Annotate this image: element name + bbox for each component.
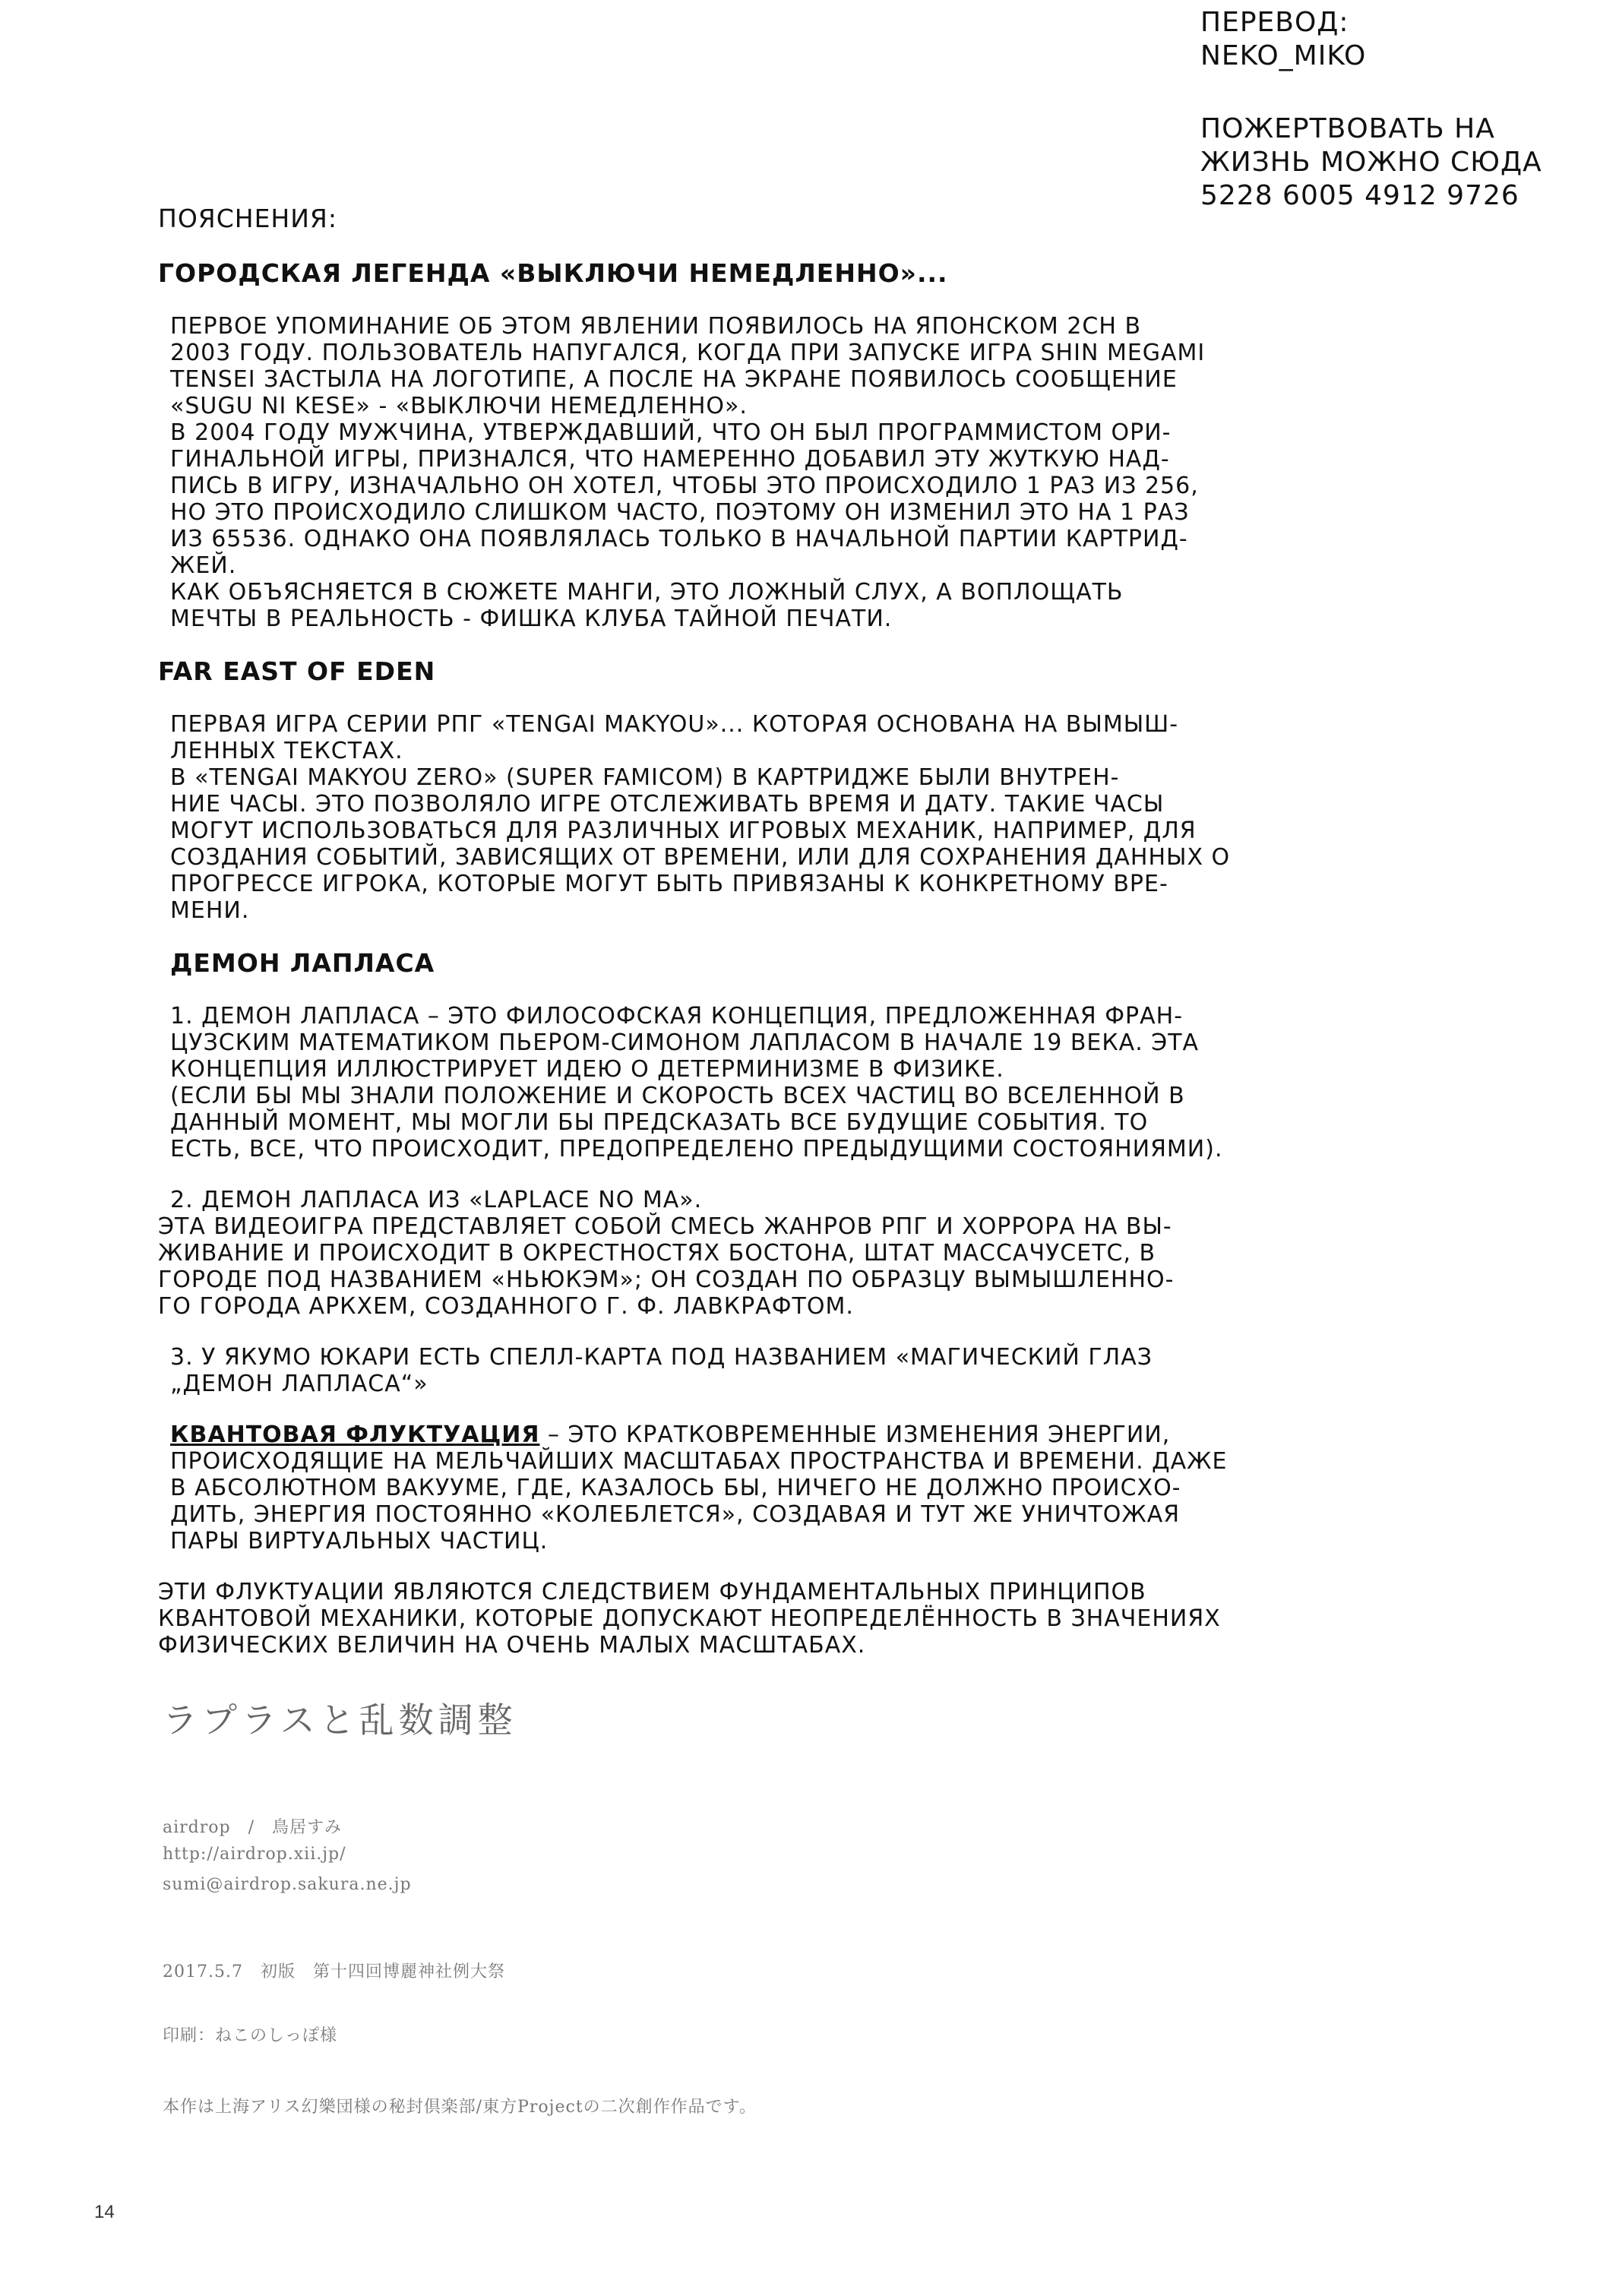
- legend-paragraph-3: КАК ОБЪЯСНЯЕТСЯ В СЮЖЕТЕ МАНГИ, ЭТО ЛОЖНЫЙ СЛУХ, А ВОПЛОЩАТЬ МЕЧТЫ В РЕАЛЬНОСТЬ - ФИШКА КЛУБА ТАЙНОЙ ПЕЧАТИ.: [170, 579, 1124, 632]
- fareast-paragraph-2: В «TENGAI MAKYOU ZERO» (SUPER FAMICOM) В КАРТРИДЖЕ БЫЛИ ВНУТРЕН- НИЕ ЧАСЫ. ЭТО ПОЗВОЛЯЛО ИГРЕ ОТСЛЕЖИВАТЬ ВРЕМЯ И ДАТУ. ТАКИЕ ЧАСЫ МОГУТ ИСПОЛЬЗОВАТЬСЯ ДЛЯ РАЗЛИЧНЫХ ИГРОВЫХ МЕХАНИК, НАПРИМЕР, ДЛЯ СОЗДАНИЯ СОБЫТИЙ, ЗАВИСЯЩИХ ОТ ВРЕМЕНИ, ИЛИ ДЛЯ СОХРАНЕНИЯ ДАННЫХ О ПРОГРЕССЕ ИГРОКА, КОТОРЫЕ МОГУТ БЫТЬ ПРИВЯЗАНЫ К КОНКРЕТНОМУ ВРЕ- МЕНИ.: [170, 764, 1231, 924]
- quantum-definition: – ЭТО КРАТКОВРЕМЕННЫЕ ИЗМЕНЕНИЯ ЭНЕРГИИ, ПРОИСХОДЯЩИЕ НА МЕЛЬЧАЙШИХ МАСШТАБАХ ПРОСТРАНСТВА И ВРЕМЕНИ. ДАЖЕ В АБСОЛЮТНОМ ВАКУУМЕ, ГДЕ, КАЗАЛОСЬ БЫ, НИЧЕГО НЕ ДОЛЖНО ПРОИСХО- ДИТЬ, ЭНЕРГИЯ ПОСТОЯННО «КОЛЕБЛЕТСЯ», СОЗДАВАЯ И ТУТ ЖЕ УНИЧТОЖАЯ ПАРЫ ВИРТУАЛЬНЫХ ЧАСТИЦ.: [170, 1422, 1228, 1554]
- fareast-heading: FAR EAST OF EDEN: [158, 656, 436, 686]
- translator-credits: [1200, 6, 1595, 213]
- laplace-paragraph-2: (ЕСЛИ БЫ МЫ ЗНАЛИ ПОЛОЖЕНИЕ И СКОРОСТЬ ВСЕХ ЧАСТИЦ ВО ВСЕЛЕННОЙ В ДАННЫЙ МОМЕНТ, МЫ МОГЛИ БЫ ПРЕДСКАЗАТЬ ВСЕ БУДУЩИЕ СОБЫТИЯ. ТО ЕСТЬ, ВСЕ, ЧТО ПРОИСХОДИТ, ПРЕДОПРЕДЕЛЕНО ПРЕДЫДУЩИМИ СОСТОЯНИЯМИ).: [170, 1083, 1223, 1162]
- quantum-paragraph-1: [158, 1422, 1313, 1554]
- legend-paragraph-1: ПЕРВОЕ УПОМИНАНИЕ ОБ ЭТОМ ЯВЛЕНИИ ПОЯВИЛОСЬ НА ЯПОНСКОМ 2CH В 2003 ГОДУ. ПОЛЬЗОВАТЕЛЬ НАПУГАЛСЯ, КОГДА ПРИ ЗАПУСКЕ ИГРА SHIN MEGAMI TENSEI ЗАСТЫЛА НА ЛОГОТИПЕ, А ПОСЛЕ НА ЭКРАНЕ ПОЯВИЛОСЬ СООБЩЕНИЕ «SUGU NI KESE» - «ВЫКЛЮЧИ НЕМЕДЛЕННО».: [170, 313, 1206, 419]
- donate-line-1: ПОЖЕРТВОВАТЬ НА: [1200, 113, 1495, 144]
- notes-section: [158, 204, 1313, 1659]
- legend-paragraph-2: В 2004 ГОДУ МУЖЧИНА, УТВЕРЖДАВШИЙ, ЧТО ОН БЫЛ ПРОГРАММИСТОМ ОРИ- ГИНАЛЬНОЙ ИГРЫ, ПРИЗНАЛСЯ, ЧТО НАМЕРЕННО ДОБАВИЛ ЭТУ ЖУТКУЮ НАД- ПИСЬ В ИГРУ, ИЗНАЧАЛЬНО ОН ХОТЕЛ, ЧТОБЫ ЭТО ПРОИСХОДИЛО 1 РАЗ ИЗ 256, НО ЭТО ПРОИСХОДИЛО СЛИШКОМ ЧАСТО, ПОЭТОМУ ОН ИЗМЕНИЛ ЭТО НА 1 РАЗ ИЗ 65536. ОДНАКО ОНА ПОЯВЛЯЛАСЬ ТОЛЬКО В НАЧАЛЬНОЙ ПАРТИИ КАРТРИД- ЖЕЙ.: [170, 419, 1199, 579]
- fareast-paragraph-1: ПЕРВАЯ ИГРА СЕРИИ РПГ «TENGAI MAKYOU»... КОТОРАЯ ОСНОВАНА НА ВЫМЫШ- ЛЕННЫХ ТЕКСТАХ.: [170, 711, 1179, 764]
- laplace-paragraph-3: 2. ДЕМОН ЛАПЛАСА ИЗ «LAPLACE NO MA».: [170, 1187, 703, 1213]
- circle-url: http://airdrop.xii.jp/: [163, 1845, 346, 1864]
- laplace-paragraph-5: 3. У ЯКУМО ЮКАРИ ЕСТЬ СПЕЛЛ-КАРТА ПОД НАЗВАНИЕМ «МАГИЧЕСКИЙ ГЛАЗ „ДЕМОН ЛАПЛАСА“»: [170, 1344, 1153, 1397]
- card-number: 5228 6005 4912 9726: [1200, 180, 1519, 211]
- laplace-paragraph-4: ЭТА ВИДЕОИГРА ПРЕДСТАВЛЯЕТ СОБОЙ СМЕСЬ ЖАНРОВ РПГ И ХОРРОРА НА ВЫ- ЖИВАНИЕ И ПРОИСХОДИТ В ОКРЕСТНОСТЯХ БОСТОНА, ШТАТ МАССАЧУСЕТС, В ГОРОДЕ ПОД НАЗВАНИЕМ «НЬЮКЭМ»; ОН СОЗДАН ПО ОБРАЗЦУ ВЫМЫШЛЕННО- ГО ГОРОДА АРКХЕМ, СОЗДАННОГО Г. Ф. ЛАВКРАФТОМ.: [158, 1213, 1175, 1320]
- laplace-heading: ДЕМОН ЛАПЛАСА: [170, 948, 435, 978]
- page-number: 14: [94, 2202, 115, 2222]
- donate-line-2: ЖИЗНЬ МОЖНО СЮДА: [1200, 147, 1542, 178]
- quantum-term: КВАНТОВАЯ ФЛУКТУАЦИЯ: [170, 1422, 540, 1448]
- circle-email: sumi@airdrop.sakura.ne.jp: [163, 1875, 412, 1894]
- quantum-paragraph-2: ЭТИ ФЛУКТУАЦИИ ЯВЛЯЮТСЯ СЛЕДСТВИЕМ ФУНДАМЕНТАЛЬНЫХ ПРИНЦИПОВ КВАНТОВОЙ МЕХАНИКИ, КОТОРЫЕ ДОПУСКАЮТ НЕОПРЕДЕЛЁННОСТЬ В ЗНАЧЕНИЯХ ФИЗИЧЕСКИХ ВЕЛИЧИН НА ОЧЕНЬ МАЛЫХ МАСШТАБАХ.: [158, 1579, 1221, 1659]
- disclaimer: 本作は上海アリス幻樂団様の秘封倶楽部/東方Projectの二次創作作品です。: [163, 2098, 757, 2117]
- printer-info: 印刷：ねこのしっぽ様: [163, 2026, 338, 2045]
- legend-heading: ГОРОДСКАЯ ЛЕГЕНДА «ВЫКЛЮЧИ НЕМЕДЛЕННО»...: [158, 258, 948, 288]
- book-title: ラプラスと乱数調整: [163, 1700, 517, 1741]
- laplace-paragraph-1: 1. ДЕМОН ЛАПЛАСА – ЭТО ФИЛОСОФСКАЯ КОНЦЕПЦИЯ, ПРЕДЛОЖЕННАЯ ФРАН- ЦУЗСКИМ МАТЕМАТИКОМ ПЬЕРОМ-СИМОНОМ ЛАПЛАСОМ В НАЧАЛЕ 19 ВЕКА. ЭТА КОНЦЕПЦИЯ ИЛЛЮСТРИРУЕТ ИДЕЮ О ДЕТЕРМИНИЗМЕ В ФИЗИКЕ.: [170, 1003, 1200, 1083]
- edition-info: 2017.5.7 初版 第十四回博麗神社例大祭: [163, 1962, 505, 1981]
- translator-name: NEKO_MIKO: [1200, 40, 1367, 71]
- translation-label: ПЕРЕВОД:: [1200, 7, 1349, 38]
- circle-author: airdrop / 鳥居すみ: [163, 1818, 343, 1837]
- notes-title: ПОЯСНЕНИЯ:: [158, 204, 337, 233]
